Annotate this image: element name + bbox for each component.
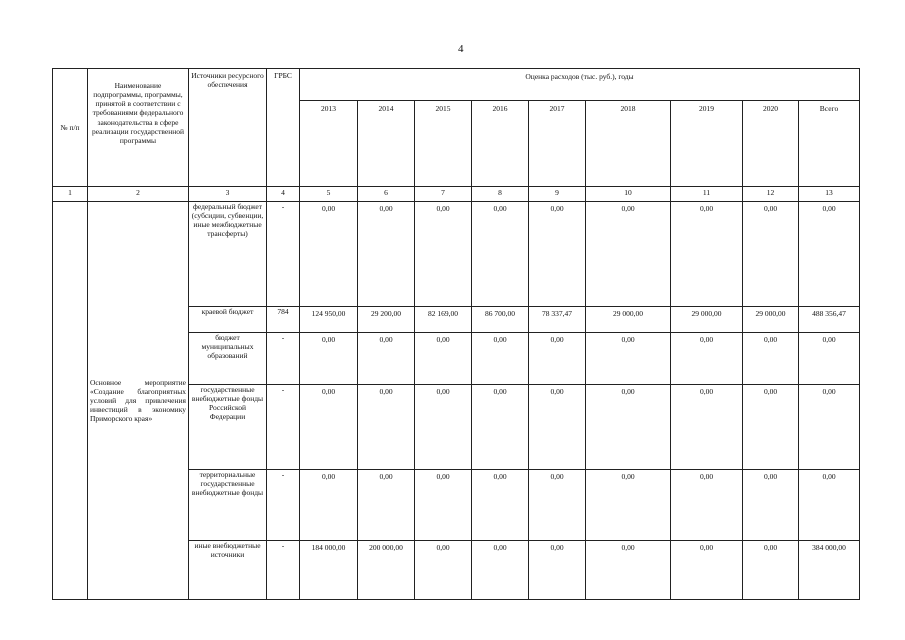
value-cell: 0,00: [529, 333, 586, 385]
value-cell: 0,00: [415, 470, 472, 541]
value-cell-total: 0,00: [799, 333, 860, 385]
grbs-value: 784: [267, 307, 300, 333]
value-cell: 0,00: [743, 470, 799, 541]
page-number: 4: [458, 43, 464, 55]
header-year-total: Всего: [799, 101, 860, 187]
value-cell: 0,00: [671, 470, 743, 541]
header-year: 2014: [358, 101, 415, 187]
grbs-value: -: [267, 385, 300, 470]
header-estimate: Оценка расходов (тыс. руб.), годы: [300, 69, 860, 101]
value-cell: 0,00: [743, 541, 799, 600]
source-label: территориальные государственные внебюджетные фонды: [189, 470, 267, 541]
value-cell: 0,00: [529, 385, 586, 470]
value-cell: 0,00: [671, 333, 743, 385]
column-number: 2: [88, 187, 189, 202]
value-cell: 0,00: [472, 333, 529, 385]
grbs-value: -: [267, 541, 300, 600]
value-cell: 0,00: [472, 470, 529, 541]
column-number: 1: [53, 187, 88, 202]
value-cell: 0,00: [472, 202, 529, 307]
header-year: 2020: [743, 101, 799, 187]
value-cell: 0,00: [529, 541, 586, 600]
value-cell: 0,00: [300, 333, 358, 385]
measure-name: Основное мероприятие «Создание благоприятных условий для привлечения инвестиций в экономику Приморского края»: [88, 202, 189, 600]
value-cell: 0,00: [529, 470, 586, 541]
header-year: 2018: [586, 101, 671, 187]
value-cell: 0,00: [415, 333, 472, 385]
value-cell: 0,00: [671, 202, 743, 307]
value-cell: 0,00: [300, 470, 358, 541]
value-cell: 0,00: [358, 385, 415, 470]
column-number: 8: [472, 187, 529, 202]
value-cell: 0,00: [358, 333, 415, 385]
value-cell: 0,00: [586, 385, 671, 470]
header-name: Наименование подпрограммы, программы, принятой в соответствии с требованиями федерального законодательства в сфере реализации государственной программы: [88, 69, 189, 187]
header-year: 2017: [529, 101, 586, 187]
column-number: 3: [189, 187, 267, 202]
column-number: 7: [415, 187, 472, 202]
value-cell: 86 700,00: [472, 307, 529, 333]
value-cell-total: 0,00: [799, 470, 860, 541]
value-cell: 0,00: [586, 333, 671, 385]
header-year: 2013: [300, 101, 358, 187]
value-cell: 0,00: [586, 541, 671, 600]
source-label: бюджет муниципальных образований: [189, 333, 267, 385]
value-cell: 29 000,00: [586, 307, 671, 333]
grbs-value: -: [267, 202, 300, 307]
header-no: № п/п: [53, 69, 88, 187]
column-number: 5: [300, 187, 358, 202]
value-cell: 78 337,47: [529, 307, 586, 333]
source-label: федеральный бюджет (субсидии, субвенции, иные межбюджетные трансферты): [189, 202, 267, 307]
column-number: 10: [586, 187, 671, 202]
value-cell: 0,00: [586, 202, 671, 307]
column-number: 13: [799, 187, 860, 202]
value-cell: 124 950,00: [300, 307, 358, 333]
header-year: 2019: [671, 101, 743, 187]
value-cell: 29 000,00: [671, 307, 743, 333]
value-cell-total: 0,00: [799, 385, 860, 470]
value-cell: 0,00: [472, 541, 529, 600]
value-cell: 0,00: [529, 202, 586, 307]
value-cell: 0,00: [415, 541, 472, 600]
header-sources: Источники ресурсного обеспечения: [189, 69, 267, 187]
value-cell: 0,00: [743, 202, 799, 307]
value-cell: 0,00: [415, 202, 472, 307]
value-cell: 0,00: [671, 541, 743, 600]
value-cell: 29 200,00: [358, 307, 415, 333]
value-cell: 0,00: [671, 385, 743, 470]
value-cell: 0,00: [415, 385, 472, 470]
value-cell: 0,00: [358, 470, 415, 541]
column-number: 9: [529, 187, 586, 202]
value-cell-total: 384 000,00: [799, 541, 860, 600]
value-cell: 0,00: [743, 333, 799, 385]
column-number: 4: [267, 187, 300, 202]
header-year: 2016: [472, 101, 529, 187]
value-cell: 82 169,00: [415, 307, 472, 333]
value-cell-total: 0,00: [799, 202, 860, 307]
grbs-value: -: [267, 470, 300, 541]
source-label: краевой бюджет: [189, 307, 267, 333]
column-number: 12: [743, 187, 799, 202]
value-cell: 29 000,00: [743, 307, 799, 333]
value-cell: 0,00: [300, 202, 358, 307]
column-number: 11: [671, 187, 743, 202]
value-cell: 0,00: [358, 202, 415, 307]
row-number: [53, 202, 88, 600]
grbs-value: -: [267, 333, 300, 385]
source-label: государственные внебюджетные фонды Российской Федерации: [189, 385, 267, 470]
value-cell: 0,00: [586, 470, 671, 541]
header-year: 2015: [415, 101, 472, 187]
column-number: 6: [358, 187, 415, 202]
value-cell: 0,00: [743, 385, 799, 470]
value-cell: 184 000,00: [300, 541, 358, 600]
value-cell: 200 000,00: [358, 541, 415, 600]
source-label: иные внебюджетные источники: [189, 541, 267, 600]
value-cell-total: 488 356,47: [799, 307, 860, 333]
value-cell: 0,00: [300, 385, 358, 470]
expenditure-table: [52, 68, 860, 600]
header-grbs: ГРБС: [267, 69, 300, 187]
value-cell: 0,00: [472, 385, 529, 470]
